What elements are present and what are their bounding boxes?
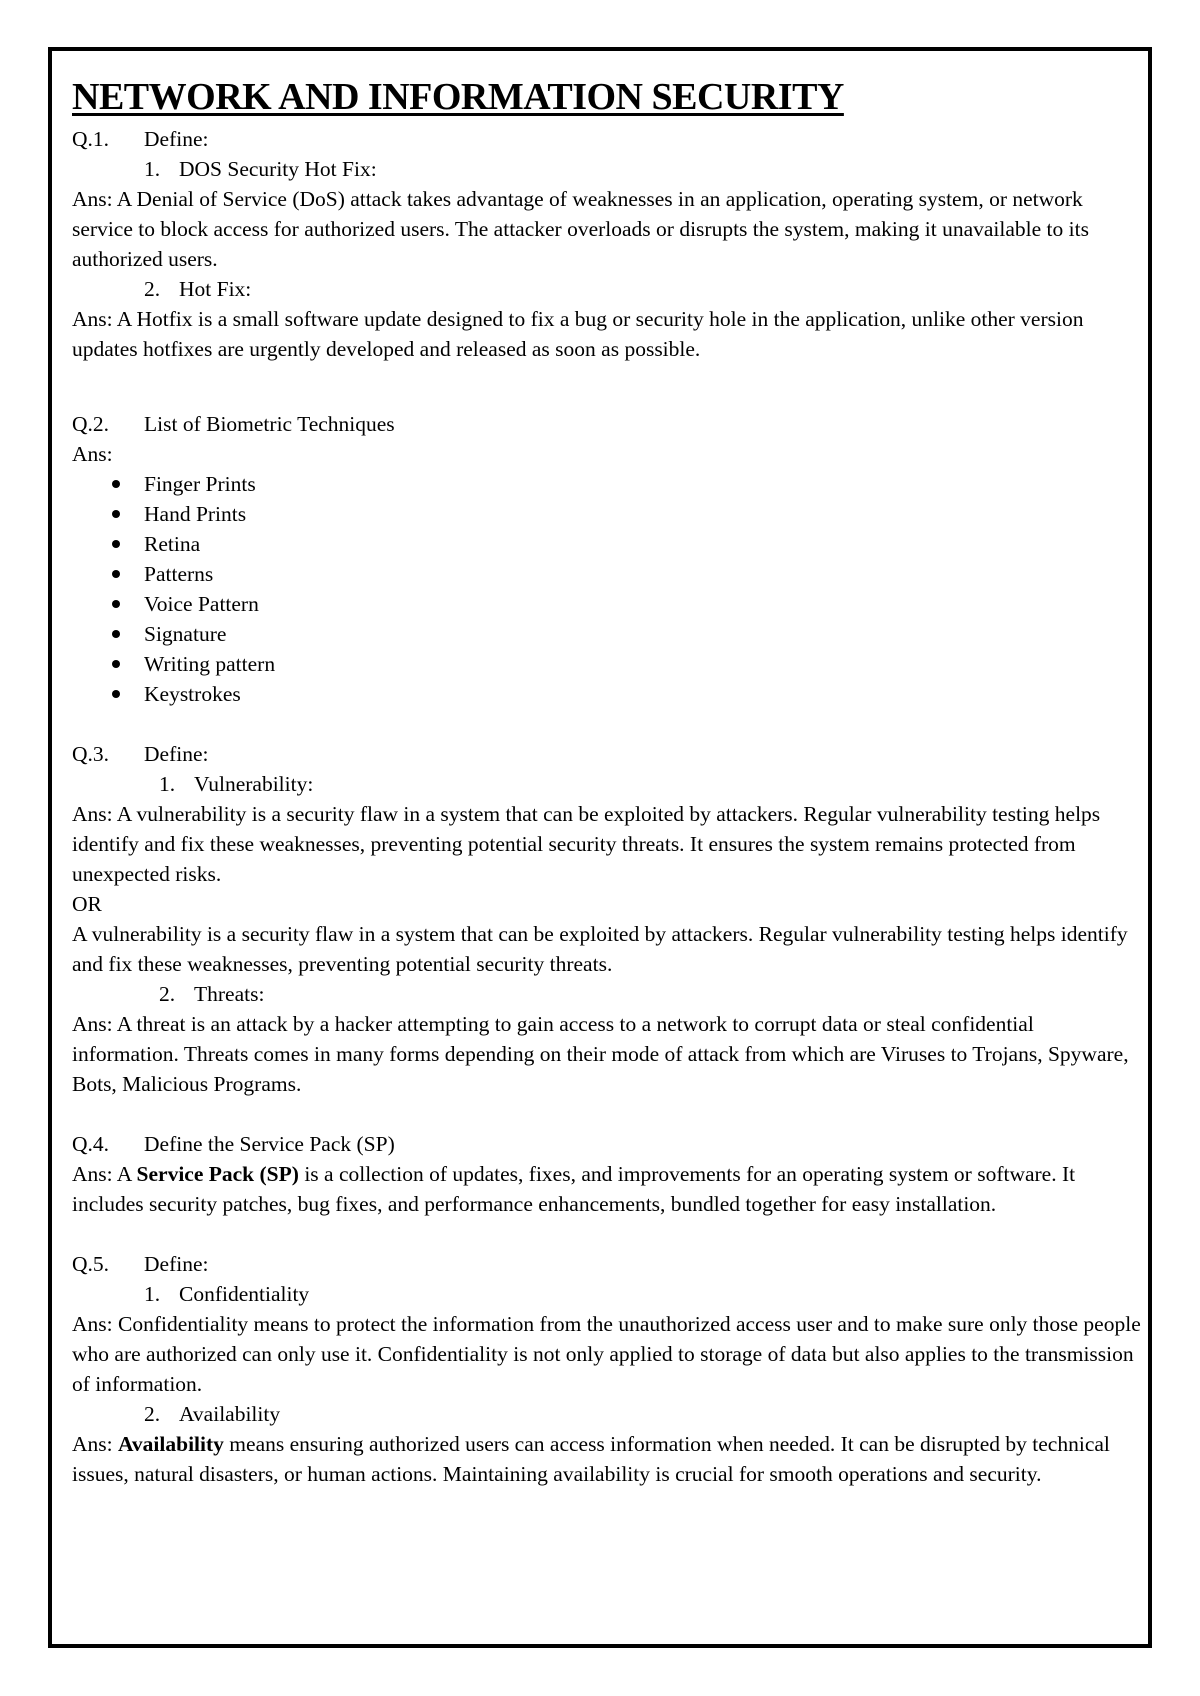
q3-item-1-heading	[72, 769, 1142, 799]
answer-term: Availability	[118, 1432, 224, 1456]
bullet-icon	[112, 690, 120, 698]
document-body	[72, 72, 1142, 1489]
item-label: Availability	[179, 1402, 281, 1426]
question-3	[72, 739, 1142, 769]
question-label: Define the Service Pack (SP)	[144, 1132, 395, 1156]
list-item-text: Retina	[144, 532, 201, 556]
q5-item-1-answer: Ans: Confidentiality means to protect the information from the unauthorized access user and to make sure only those people who are authorized can only use it. Confidentiality is not only applied to storage of data but also applies to the transmission of information.	[72, 1312, 1141, 1396]
spacer	[72, 709, 1142, 739]
q3-item-2-heading	[72, 979, 1142, 1009]
item-label: Vulnerability:	[194, 772, 314, 796]
spacer	[72, 1219, 1142, 1249]
item-label: DOS Security Hot Fix:	[179, 157, 377, 181]
item-label: Threats:	[194, 982, 265, 1006]
q5-item-1-heading	[72, 1279, 1142, 1309]
question-number: Q.3.	[72, 742, 110, 766]
item-number: 1.	[144, 1282, 161, 1306]
list-item	[72, 469, 1142, 499]
spacer	[72, 1099, 1142, 1129]
q1-item-2-heading	[72, 274, 1142, 304]
document-title: NETWORK AND INFORMATION SECURITY	[72, 76, 844, 118]
question-number: Q.1.	[72, 127, 110, 151]
answer-prefix: Ans: A	[72, 1162, 137, 1186]
question-label: Define:	[144, 127, 209, 151]
item-number: 2.	[144, 1402, 161, 1426]
question-1	[72, 124, 1142, 154]
q4-answer	[72, 1159, 1142, 1219]
answer-term: Service Pack (SP)	[136, 1162, 299, 1186]
list-item-text: Hand Prints	[144, 502, 247, 526]
q3-item-1-alt-answer: A vulnerability is a security flaw in a system that can be exploited by attackers. Regular vulnerability testing helps identify and fix these weaknesses, preventing potential security threats.	[72, 922, 1128, 976]
q3-or: OR	[72, 892, 102, 916]
list-item-text: Voice Pattern	[144, 592, 259, 616]
item-number: 2.	[144, 277, 161, 301]
list-item-text: Keystrokes	[144, 682, 241, 706]
question-number: Q.4.	[72, 1132, 110, 1156]
question-label: Define:	[144, 1252, 209, 1276]
spacer	[72, 364, 1142, 409]
bullet-icon	[112, 660, 120, 668]
list-item-text: Finger Prints	[144, 472, 256, 496]
question-label: Define:	[144, 742, 209, 766]
list-item	[72, 679, 1142, 709]
answer-prefix: Ans:	[72, 1432, 118, 1456]
q2-answer-label: Ans:	[72, 442, 113, 466]
item-number: 1.	[144, 157, 161, 181]
question-label: List of Biometric Techniques	[144, 412, 395, 436]
item-number: 1.	[159, 772, 176, 796]
q1-item-1-heading	[72, 154, 1142, 184]
list-item	[72, 559, 1142, 589]
bullet-icon	[112, 600, 120, 608]
bullet-icon	[112, 510, 120, 518]
q3-item-2-answer: Ans: A threat is an attack by a hacker attempting to gain access to a network to corrupt data or steal confidential information. Threats comes in many forms depending on their mode of attack from which are Viruses to Trojans, Spyware, Bots, Malicious Programs.	[72, 1012, 1129, 1096]
bullet-icon	[112, 480, 120, 488]
q1-item-2-answer: Ans: A Hotfix is a small software update designed to fix a bug or security hole in the application, unlike other version updates hotfixes are urgently developed and released as soon as possible.	[72, 307, 1084, 361]
list-item	[72, 649, 1142, 679]
bullet-icon	[112, 540, 120, 548]
list-item	[72, 499, 1142, 529]
list-item	[72, 589, 1142, 619]
item-label: Hot Fix:	[179, 277, 252, 301]
question-4	[72, 1129, 1142, 1159]
q5-item-2-heading	[72, 1399, 1142, 1429]
list-item-text: Signature	[144, 622, 227, 646]
q3-item-1-answer: Ans: A vulnerability is a security flaw in a system that can be exploited by attackers. Regular vulnerability testing helps identify and fix these weaknesses, preventing potential security threats. It ensures the system remains protected from unexpected risks.	[72, 802, 1101, 886]
bullet-icon	[112, 630, 120, 638]
item-label: Confidentiality	[179, 1282, 310, 1306]
list-item-text: Writing pattern	[144, 652, 276, 676]
question-number: Q.5.	[72, 1252, 110, 1276]
answer-text: means ensuring authorized users can access information when needed. It can be disrupted by technical issues, natural disasters, or human actions. Maintaining availability is crucial for smooth operations and security.	[72, 1432, 1110, 1486]
list-item	[72, 619, 1142, 649]
list-item	[72, 529, 1142, 559]
item-number: 2.	[159, 982, 176, 1006]
answer-text: is a collection of updates, fixes, and improvements for an operating system or software. It includes security patches, bug fixes, and performance enhancements, bundled together for easy installation.	[72, 1162, 1076, 1216]
question-2	[72, 409, 1142, 439]
q5-item-2-answer	[72, 1429, 1142, 1489]
bullet-icon	[112, 570, 120, 578]
biometric-list	[72, 469, 1142, 709]
q1-item-1-answer: Ans: A Denial of Service (DoS) attack takes advantage of weaknesses in an application, operating system, or network service to block access for authorized users. The attacker overloads or disrupts the system, making it unavailable to its authorized users.	[72, 187, 1089, 271]
question-number: Q.2.	[72, 412, 110, 436]
list-item-text: Patterns	[144, 562, 214, 586]
question-5	[72, 1249, 1142, 1279]
